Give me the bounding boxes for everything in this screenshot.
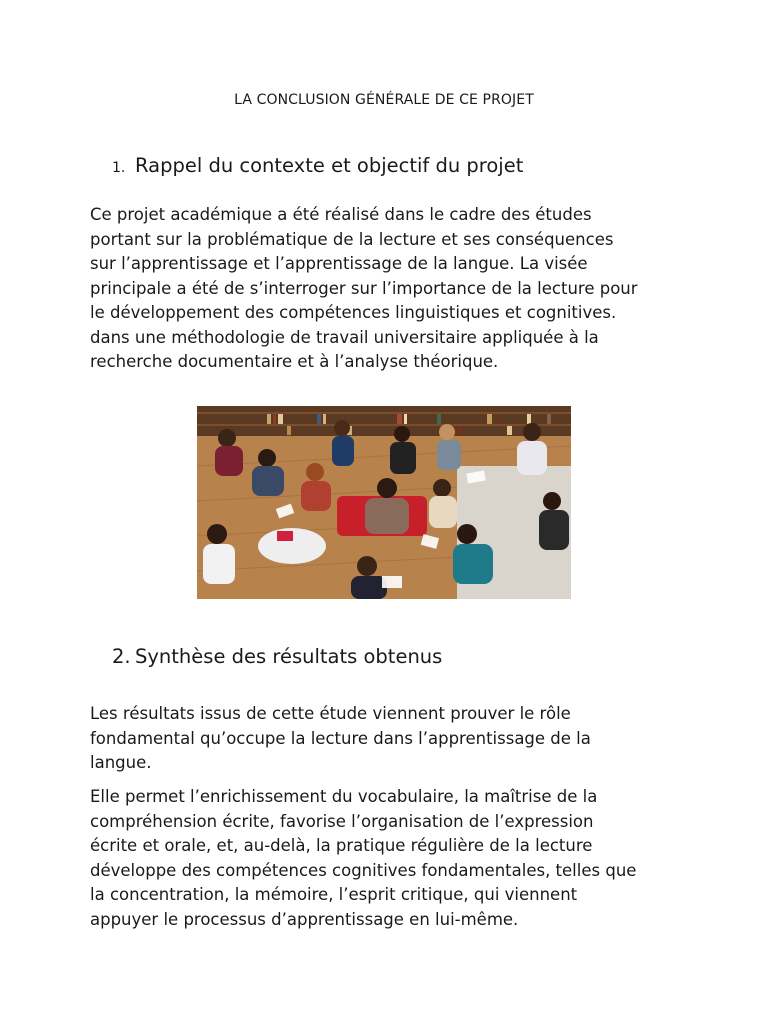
section-2-paragraph-1: [90, 702, 690, 776]
paragraph-line: langue.: [90, 753, 152, 772]
paragraph-line: appuyer le processus d’apprentissage en lui-même.: [90, 909, 519, 929]
paragraph-line: écrite et orale, et, au-delà, la pratique régulière de la lecture: [90, 836, 593, 855]
section-1-heading: [112, 154, 523, 177]
section-2-number: 2.: [112, 645, 131, 668]
section-2-title: Synthèse des résultats obtenus: [135, 645, 443, 668]
section-1-paragraph: [90, 203, 690, 375]
paragraph-line: fondamental qu’occupe la lecture dans l’apprentissage de la: [90, 728, 591, 748]
paragraph-line: compréhension écrite, favorise l’organisation de l’expression: [90, 811, 594, 831]
paragraph-line: sur l’apprentissage et l’apprentissage de la langue. La visée: [90, 254, 588, 273]
document-title: LA CONCLUSION GÉNÉRALE DE CE PROJET: [234, 92, 534, 108]
paragraph-line: dans une méthodologie de travail universitaire appliquée à la: [90, 327, 599, 347]
paragraph-line: principale a été de s’interroger sur l’importance de la lecture pour: [90, 278, 638, 298]
section-1-title: Rappel du contexte et objectif du projet: [135, 154, 524, 177]
paragraph-line: Les résultats issus de cette étude viennent prouver le rôle: [90, 704, 571, 723]
section-2-heading: [112, 645, 442, 668]
paragraph-line: Elle permet l’enrichissement du vocabulaire, la maîtrise de la: [90, 787, 598, 806]
paragraph-line: la concentration, la mémoire, l’esprit critique, qui viennent: [90, 885, 578, 904]
paragraph-line: le développement des compétences linguistiques et cognitives.: [90, 303, 617, 322]
section-2-paragraph-2: [90, 785, 690, 932]
paragraph-line: recherche documentaire et à l’analyse théorique.: [90, 352, 499, 371]
paragraph-line: portant sur la problématique de la lecture et ses conséquences: [90, 229, 614, 249]
group-reading-photo: [197, 406, 571, 599]
photo-illustration: [197, 406, 571, 599]
paragraph-line: développe des compétences cognitives fondamentales, telles que: [90, 860, 637, 880]
paragraph-line: Ce projet académique a été réalisé dans le cadre des études: [90, 205, 592, 224]
section-1-number: 1.: [112, 160, 126, 176]
